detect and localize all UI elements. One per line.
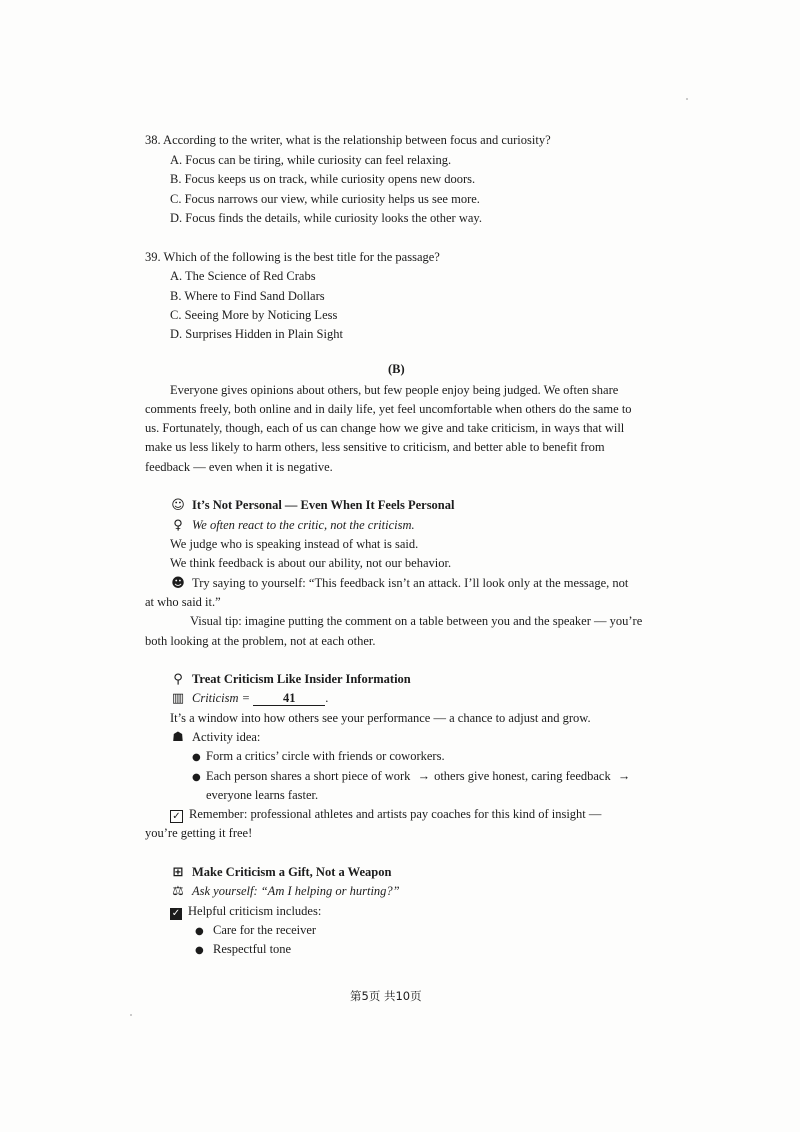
q38-option-a: A. Focus can be tiring, while curiosity can feel relaxing. [170,153,452,167]
question-38-stem: 38. According to the writer, what is the relationship between focus and curiosity? [145,133,551,147]
answer-blank: 41 [253,691,325,706]
section-1-heading: ☺ It’s Not Personal — Even When It Feels Personal [171,498,455,513]
section-1-visual-tip-cont: both looking at the problem, not at each other. [145,634,376,648]
q38-option-c: C. Focus narrows our view, while curiosity helps us see more. [170,192,480,206]
bullet-item-2-cont: everyone learns faster. [206,788,319,802]
q38-option-d: D. Focus finds the details, while curiosity looks the other way. [170,211,482,225]
section-1-visual-tip: Visual tip: imagine putting the comment on a table between you and the speaker — you’re [190,614,643,628]
q38-option-b: B. Focus keeps us on track, while curiosity opens new doors. [170,172,476,186]
q39-option-c: C. Seeing More by Noticing Less [170,308,338,322]
activity-line: ☗ Activity idea: [170,730,260,745]
scan-speck [130,1014,132,1016]
section-1-try-cont: at who said it.” [145,595,221,609]
q39-option-d: D. Surprises Hidden in Plain Sight [170,327,343,341]
intro-line-2: comments freely, both online and in daily life, yet feel uncomfortable when others do the same to [145,402,632,416]
bar-chart-icon: ▥ [171,691,185,706]
helpful-line: ✓ Helpful criticism includes: [171,904,322,919]
page-footer: 第5页 共10页 [350,989,422,1003]
section-3-ask: ⚖ Ask yourself: “Am I helping or hurting?” [170,884,400,899]
section-2-heading: ⚲ Treat Criticism Like Insider Information [170,672,411,687]
bullet-dot: ● [195,945,204,956]
section-1-line-1: We judge who is speaking instead of what is said. [170,537,419,551]
section-3-heading: ⊞ Make Criticism a Gift, Not a Weapon [170,865,391,880]
section-1-try: ☻ Try saying to yourself: “This feedback isn’t an attack. I’ll look only at the message, not [171,576,629,591]
scales-icon: ⚖ [172,884,184,899]
passage-label: (B) [388,362,405,376]
bullet-dot: ● [192,772,201,783]
checked-box-icon: ✓ [171,908,181,919]
window-line: It’s a window into how others see your performance — a chance to adjust and grow. [170,711,591,725]
question-39-stem: 39. Which of the following is the best title for the passage? [145,250,440,264]
remember-line: ✓ Remember: professional athletes and artists pay coaches for this kind of insight — [170,807,601,823]
gift-icon: ⊞ [172,865,184,880]
arrow-icon: → [617,769,631,783]
q39-option-a: A. The Science of Red Crabs [170,269,316,283]
brain-icon: ☺ [171,498,185,513]
remember-line-cont: you’re getting it free! [145,826,253,840]
bullet-item-1: ● Form a critics’ circle with friends or coworkers. [192,749,445,763]
bullet-item-2: ● Each person shares a short piece of work → others give honest, caring feedback → [192,769,631,783]
intro-line-3: us. Fortunately, though, each of us can change how we give and take criticism, in ways that will [145,421,625,435]
magnifier-icon: ⚲ [173,672,183,687]
section-1-tip: ♀ We often react to the critic, not the criticism. [170,518,415,533]
intro-line-5: feedback — even when it is negative. [145,460,333,474]
intro-line-1: Everyone gives opinions about others, but few people enjoy being judged. We often share [170,383,619,397]
helpful-item-1: ● Care for the receiver [195,923,317,937]
checkbox-icon: ✓ [170,810,183,823]
group-icon: ☗ [172,730,184,745]
intro-line-4: make us less likely to harm others, less sensitive to criticism, and better able to benefit from [145,440,605,454]
helpful-item-2: ● Respectful tone [195,942,292,956]
q39-option-b: B. Where to Find Sand Dollars [170,289,325,303]
bullet-dot: ● [192,752,201,763]
speaking-person-icon: ☻ [171,576,185,591]
bullet-dot: ● [195,926,204,937]
section-1-line-2: We think feedback is about our ability, not our behavior. [170,556,452,570]
formula-line: ▥ Criticism = 41 . [171,691,329,706]
scan-speck [686,98,688,100]
arrow-icon: → [417,769,431,783]
lightbulb-icon: ♀ [173,518,183,533]
